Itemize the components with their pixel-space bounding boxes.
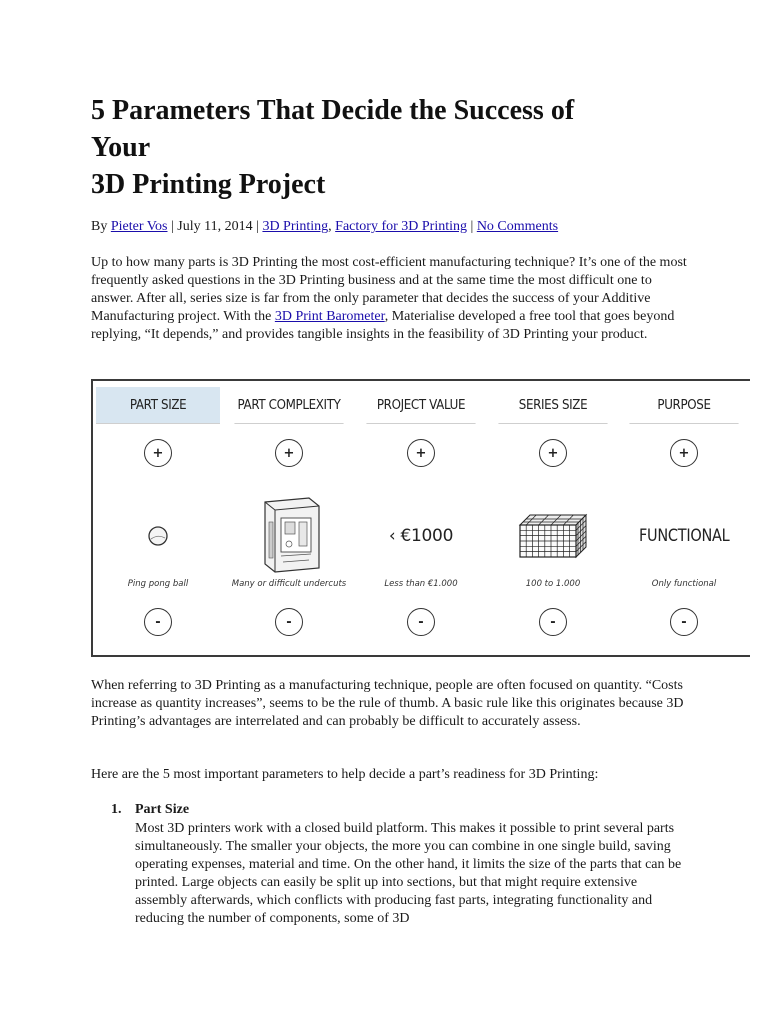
ping-pong-ball-icon [96, 497, 220, 575]
purpose-text: FUNCTIONAL [638, 526, 730, 546]
barometer-column-part-complexity [227, 387, 351, 657]
paragraph-quantity: When referring to 3D Printing as a manufacturing technique, people are often focused on quantity. “Costs increase as quantity increases”, seems to be the rule of thumb. A basic rule like this originates because 3D Printing’s advantages are interrelated and can probably be difficult to accurately assess. [91, 678, 684, 729]
paragraph-parameters-intro: Here are the 5 most important parameters to help decide a part’s readiness for 3D Printing: [91, 767, 599, 782]
list-item-title: Part Size [135, 802, 190, 817]
title-line-1: 5 Parameters That Decide the Success of [91, 95, 575, 126]
increase-button[interactable]: + [407, 439, 435, 467]
category-link-3d-printing[interactable]: 3D Printing [262, 219, 329, 234]
column-caption: Less than €1.000 [384, 579, 458, 589]
barometer-column-project-value [359, 387, 483, 657]
column-header[interactable]: PART COMPLEXITY [234, 387, 343, 424]
column-header[interactable]: PROJECT VALUE [366, 387, 475, 424]
list-item-body: Most 3D printers work with a closed build platform. This makes it possible to print several parts simultaneously. The smaller your objects, the more you can combine in one single build, saving operating expenses, material and time. On the other hand, it limits the size of the parts that can be printed. Large objects can easily be split up into sections, but that might require extensive assembly afterwards, which conflicts with producing fast parts, integrating functionality and reducing the number of components, some of 3D [135, 821, 682, 926]
column-header[interactable]: SERIES SIZE [498, 387, 607, 424]
grid-cube-icon [491, 497, 615, 575]
comments-link[interactable]: No Comments [476, 219, 559, 234]
article-title [91, 92, 681, 203]
byline: By Pieter Vos | July 11, 2014 | 3D Printing, Factory for 3D Printing | No Comments [91, 219, 559, 234]
title-line-3: 3D Printing Project [91, 169, 326, 200]
decrease-button[interactable]: - [407, 608, 435, 636]
title-line-2: Your [91, 132, 151, 163]
column-caption: Ping pong ball [127, 579, 189, 589]
column-caption: Only functional [651, 579, 717, 589]
increase-button[interactable]: + [539, 439, 567, 467]
decrease-button[interactable]: - [539, 608, 567, 636]
barometer-column-purpose [622, 387, 746, 657]
project-value-text: ‹ €1000 [388, 526, 454, 546]
increase-button[interactable]: + [670, 439, 698, 467]
purpose-display [622, 497, 746, 575]
barometer-infographic [91, 379, 750, 657]
column-caption: 100 to 1.000 [525, 579, 581, 589]
column-header[interactable]: PURPOSE [629, 387, 738, 424]
project-value-display [359, 497, 483, 575]
increase-button[interactable]: + [275, 439, 303, 467]
increase-button[interactable]: + [144, 439, 172, 467]
barometer-column-series-size [491, 387, 615, 657]
barometer-column-part-size [96, 387, 220, 657]
decrease-button[interactable]: - [670, 608, 698, 636]
author-link[interactable]: Pieter Vos [110, 219, 168, 234]
list-item-number: 1. [111, 802, 122, 817]
intro-paragraph: Up to how many parts is 3D Printing the most cost-efficient manufacturing technique? It’s one of the most frequently asked questions in the 3D Printing business and at the same time the most difficult one to answer. After all, series size is far from the only parameter that decides the success of your Additive Manufacturing project. With the 3D Print Barometer, Materialise developed a free tool that goes beyond replying, “It depends,” and provides tangible insights in the feasibility of 3D Printing your product. [91, 255, 687, 342]
decrease-button[interactable]: - [275, 608, 303, 636]
barometer-link[interactable]: 3D Print Barometer [274, 309, 385, 324]
decrease-button[interactable]: - [144, 608, 172, 636]
category-link-factory[interactable]: Factory for 3D Printing [335, 219, 467, 234]
column-caption: Many or difficult undercuts [231, 579, 347, 589]
column-header[interactable]: PART SIZE [96, 387, 220, 424]
complex-part-icon [227, 491, 351, 577]
